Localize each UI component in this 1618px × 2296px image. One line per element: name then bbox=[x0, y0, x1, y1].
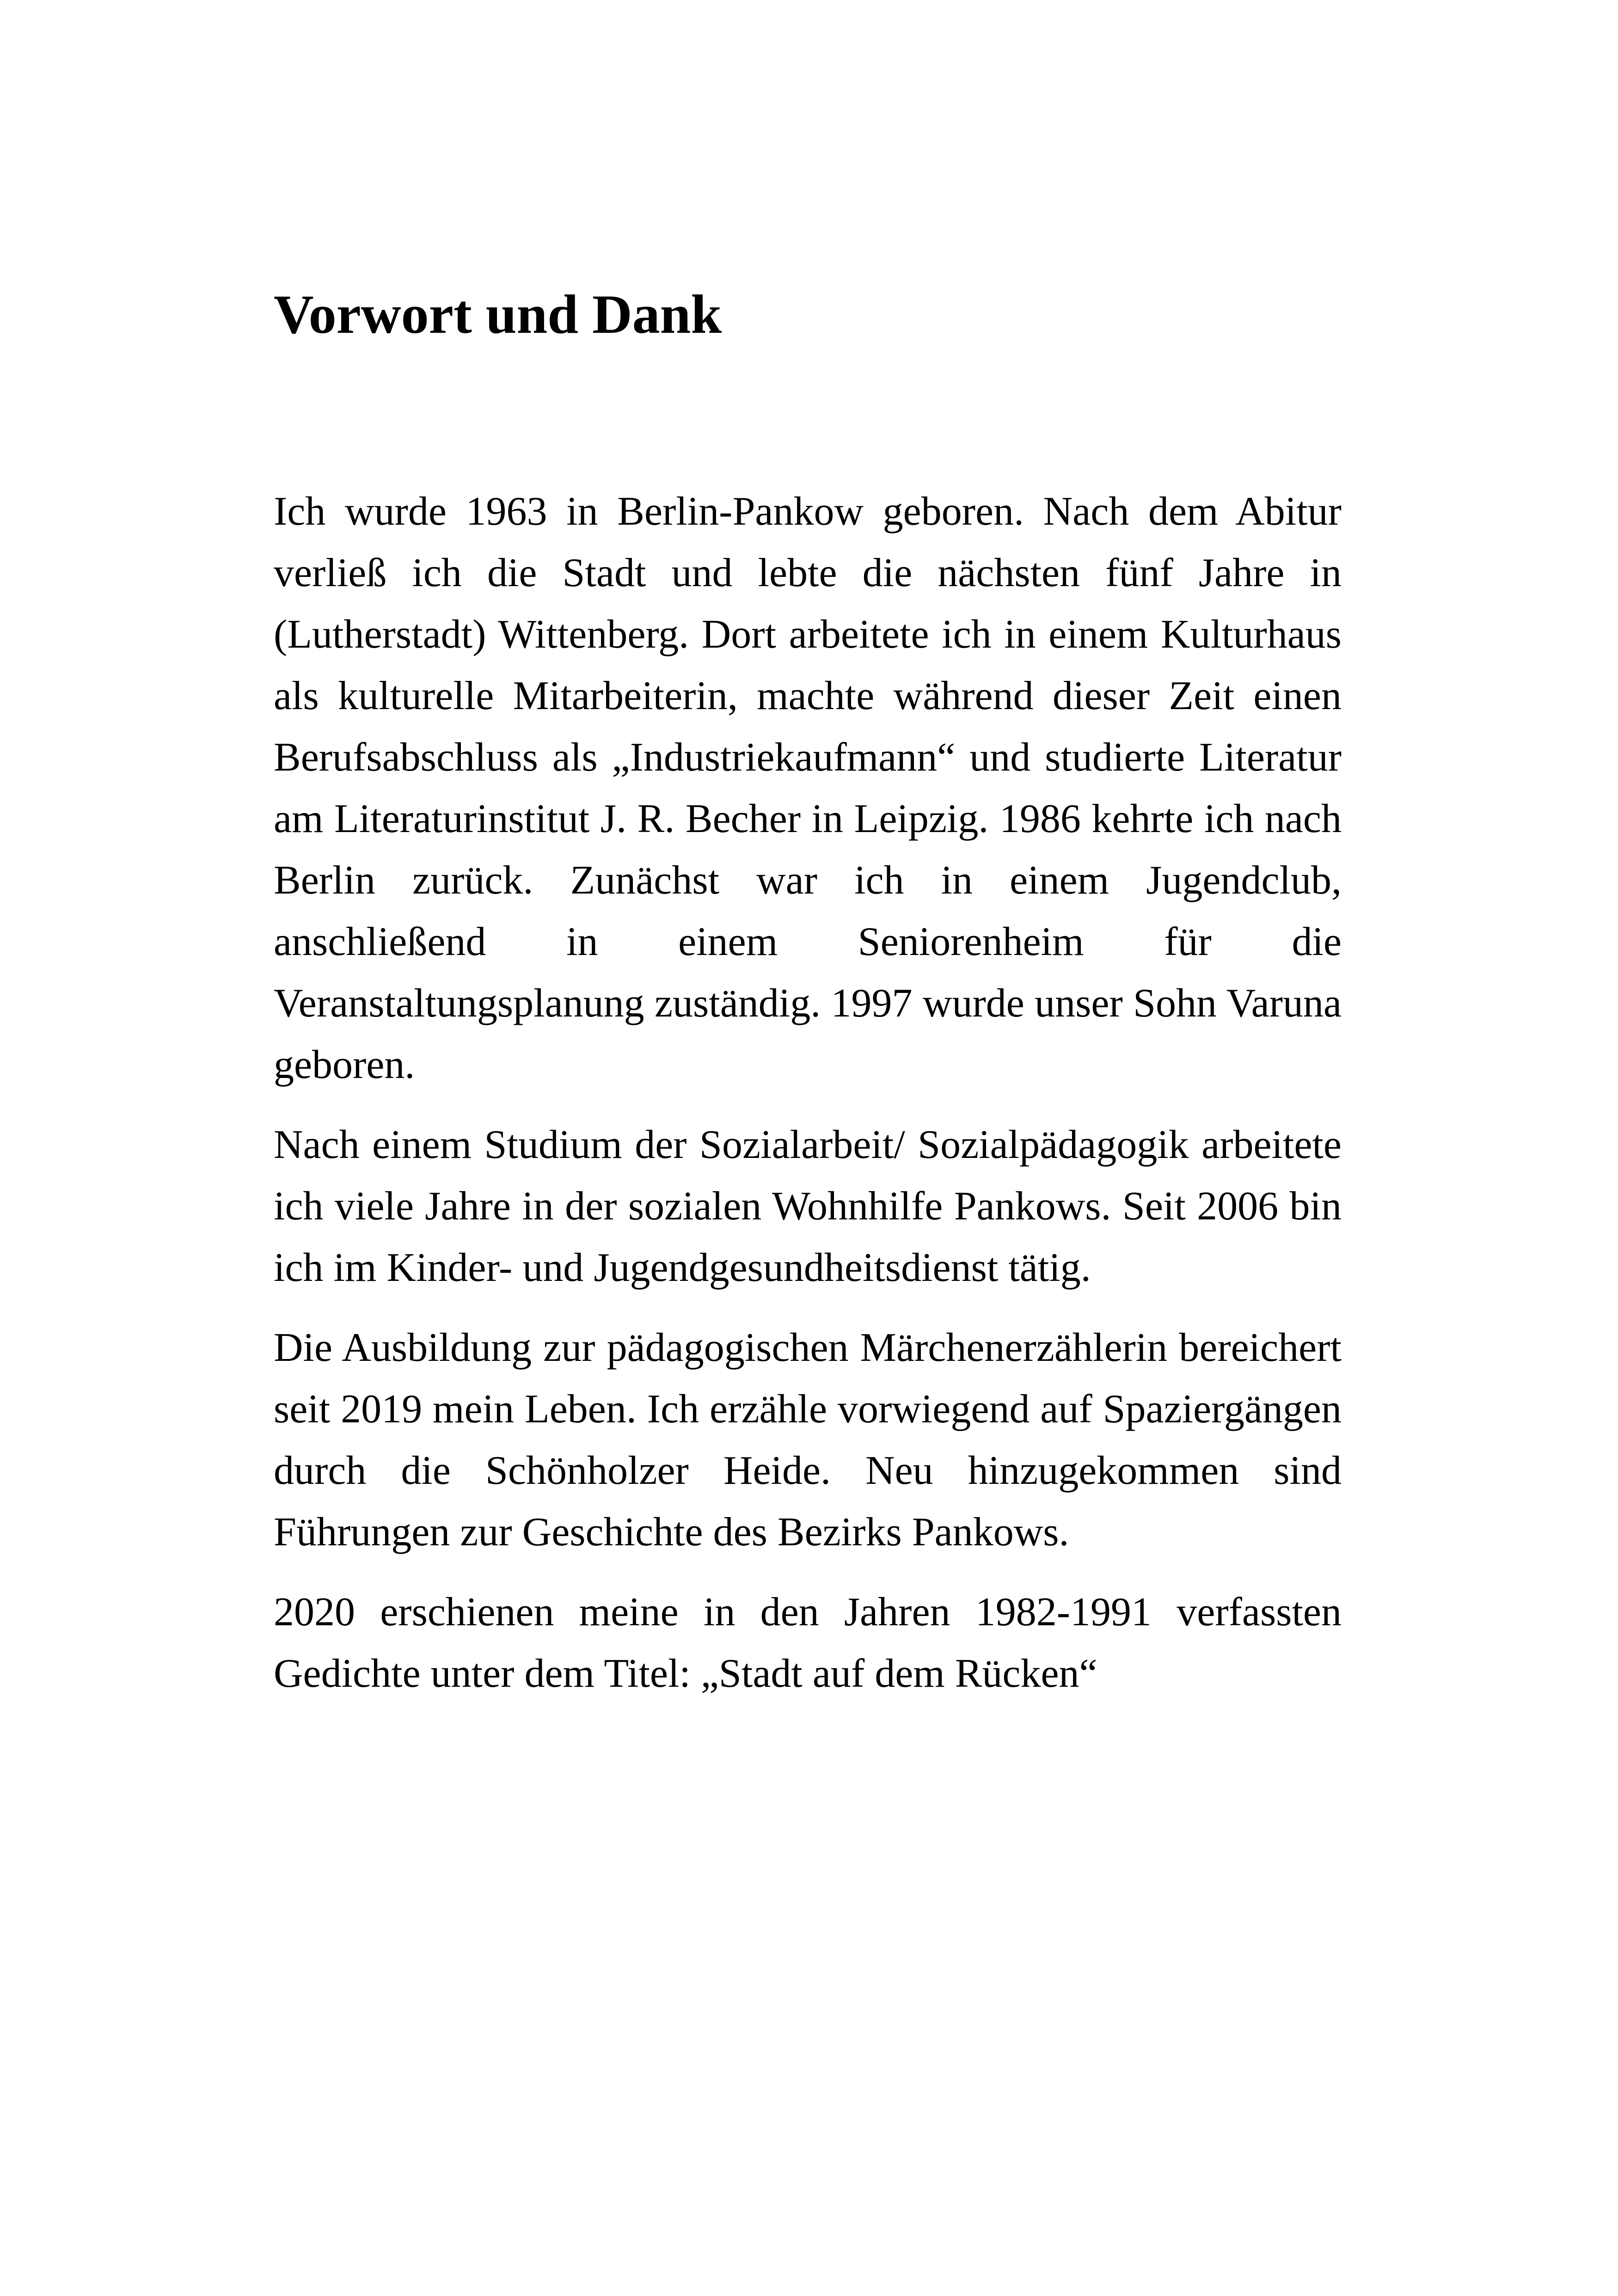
body-text bbox=[274, 481, 1342, 1723]
paragraph-biography: Ich wurde 1963 in Berlin-Pankow geboren. Nach dem Abitur verließ ich die Stadt und lebte die nächsten fünf Jahre in (Lutherstadt) Wittenberg. Dort arbeitete ich in einem Kulturhaus als kulturelle Mitarbeiterin, machte während dieser Zeit einen Berufsabschluss als „Industriekaufmann“ und studierte Literatur am Literaturinstitut J. R. Becher in Leipzig. 1986 kehrte ich nach Berlin zurück. Zunächst war ich in einem Jugendclub, anschließend in einem Seniorenheim für die Veranstaltungsplanung zuständig. 1997 wurde unser Sohn Varuna geboren. bbox=[274, 489, 1342, 1087]
page-title: Vorwort und Dank bbox=[274, 283, 722, 345]
paragraph-career: Nach einem Studium der Sozialarbeit/ Sozialpädagogik arbeitete ich viele Jahre in der sozialen Wohnhilfe Pankows. Seit 2006 bin ich im Kinder- und Jugendgesundheitsdienst tätig. bbox=[274, 1122, 1342, 1290]
paragraph-publication: 2020 erschienen meine in den Jahren 1982-1991 verfassten Gedichte unter dem Titel: „Stadt auf dem Rücken“ bbox=[274, 1590, 1342, 1696]
paragraph-storytelling: Die Ausbildung zur pädagogischen Märchenerzählerin bereichert seit 2019 mein Leben. Ich erzähle vorwiegend auf Spaziergängen durch die Schönholzer Heide. Neu hinzugekommen sind Führungen zur Geschichte des Bezirks Pankows. bbox=[274, 1325, 1342, 1555]
